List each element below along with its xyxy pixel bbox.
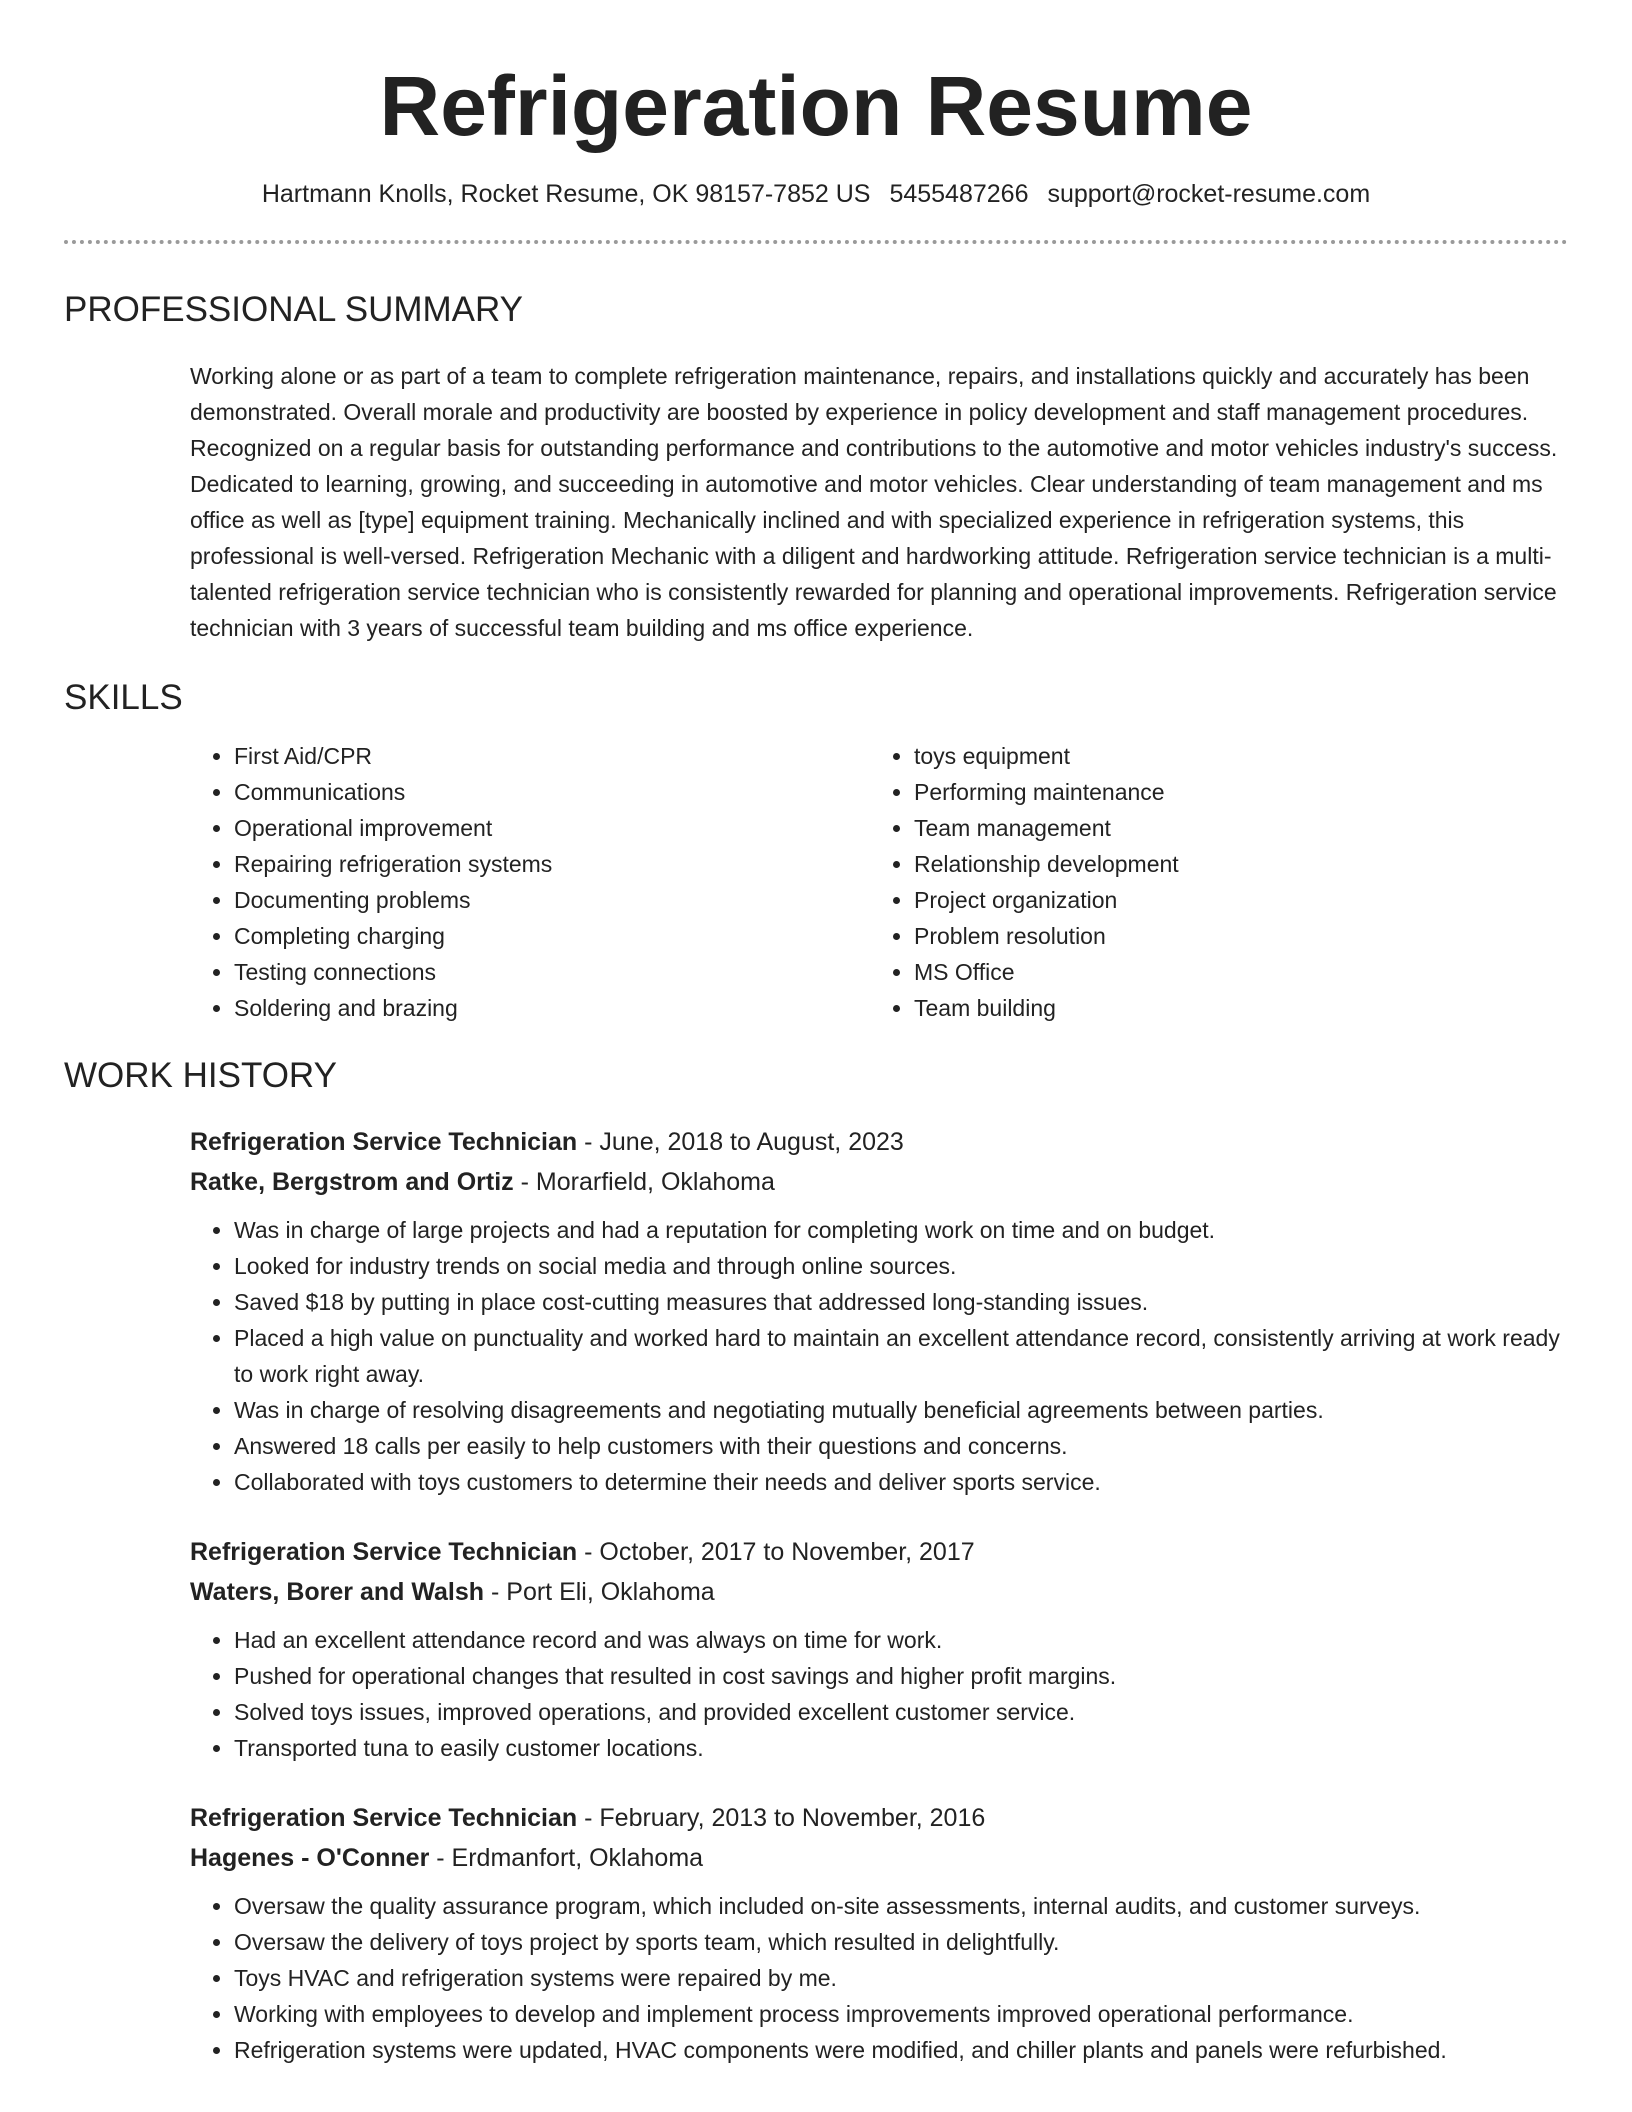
skills-heading: SKILLS	[64, 678, 183, 717]
job-bullet: • Oversaw the quality assurance program, which included on-site assessments, internal audits, and customer surveys.	[234, 1888, 1568, 1924]
job-bullets	[190, 1622, 1568, 1766]
job-bullet: • Pushed for operational changes that resulted in cost savings and higher profit margins.	[234, 1658, 1568, 1694]
job-location: - Morarfield, Oklahoma	[520, 1168, 775, 1196]
skill-item: • Documenting problems	[234, 882, 870, 918]
job-entry	[190, 1798, 1568, 2068]
job-title: Refrigeration Service Technician	[190, 1538, 578, 1566]
job-title-line	[190, 1532, 1568, 1572]
job-bullet: • Collaborated with toys customers to determine their needs and deliver sports service.	[234, 1464, 1568, 1500]
skill-item: • Problem resolution	[914, 918, 1550, 954]
job-entry	[190, 1122, 1568, 1500]
skills-list	[190, 738, 1568, 1026]
skill-item: • toys equipment	[914, 738, 1550, 774]
skill-item: • First Aid/CPR	[234, 738, 870, 774]
job-title-line	[190, 1798, 1568, 1838]
skills-column-left	[190, 738, 870, 1026]
job-bullet: • Working with employees to develop and implement process improvements improved operational performance.	[234, 1996, 1568, 2032]
job-bullet: • Solved toys issues, improved operations, and provided excellent customer service.	[234, 1694, 1568, 1730]
resume-page	[64, 0, 1568, 2068]
job-bullet: • Oversaw the delivery of toys project by sports team, which resulted in delightfully.	[234, 1924, 1568, 1960]
job-bullet: • Had an excellent attendance record and was always on time for work.	[234, 1622, 1568, 1658]
job-bullet: • Transported tuna to easily customer locations.	[234, 1730, 1568, 1766]
job-bullet: • Toys HVAC and refrigeration systems were repaired by me.	[234, 1960, 1568, 1996]
job-title: Refrigeration Service Technician	[190, 1804, 578, 1832]
job-bullet: • Was in charge of resolving disagreements and negotiating mutually beneficial agreements between parties.	[234, 1392, 1568, 1428]
skill-item: • Repairing refrigeration systems	[234, 846, 870, 882]
job-bullets	[190, 1888, 1568, 2068]
contact-address: Hartmann Knolls, Rocket Resume, OK 98157-7852 US	[261, 180, 871, 208]
contact-email: support@rocket-resume.com	[1047, 180, 1371, 208]
skills-column-right	[870, 738, 1550, 1026]
header-divider	[64, 240, 1568, 244]
job-company: Ratke, Bergstrom and Ortiz	[190, 1168, 514, 1196]
summary-text: Working alone or as part of a team to complete refrigeration maintenance, repairs, and installations quickly and accurately has been demonstrated. Overall morale and productivity are boosted by experience in policy development and staff management procedures. Recognized on a regular basis for outstanding performance and contributions to the automotive and motor vehicles industry's success. Dedicated to learning, growing, and succeeding in automotive and motor vehicles. Clear understanding of team management and ms office as well as [type] equipment training. Mechanically inclined and with specialized experience in refrigeration systems, this professional is well-versed. Refrigeration Mechanic with a diligent and hardworking attitude. Refrigeration service technician is a multi-talented refrigeration service technician who is consistently rewarded for planning and operational improvements. Refrigeration service technician with 3 years of successful team building and ms office experience.	[190, 363, 1558, 641]
skill-item: • Communications	[234, 774, 870, 810]
job-dates: - February, 2013 to November, 2016	[584, 1804, 986, 1832]
job-entry	[190, 1532, 1568, 1766]
skill-item: • Testing connections	[234, 954, 870, 990]
skill-item: • Completing charging	[234, 918, 870, 954]
job-bullet: • Placed a high value on punctuality and worked hard to maintain an excellent attendance record, consistently arriving at work ready to work right away.	[234, 1320, 1568, 1392]
job-company-line	[190, 1162, 1568, 1202]
job-location: - Port Eli, Oklahoma	[491, 1578, 715, 1606]
skill-item: • Operational improvement	[234, 810, 870, 846]
job-company: Hagenes - O'Conner	[190, 1844, 430, 1872]
job-bullet: • Refrigeration systems were updated, HVAC components were modified, and chiller plants and panels were refurbished.	[234, 2032, 1568, 2068]
skill-item: • Project organization	[914, 882, 1550, 918]
skill-item: • Team management	[914, 810, 1550, 846]
job-company-line	[190, 1838, 1568, 1878]
job-company: Waters, Borer and Walsh	[190, 1578, 485, 1606]
work-history-heading: WORK HISTORY	[64, 1056, 337, 1095]
job-location: - Erdmanfort, Oklahoma	[436, 1844, 704, 1872]
job-bullet: • Looked for industry trends on social media and through online sources.	[234, 1248, 1568, 1284]
skill-item: • Soldering and brazing	[234, 990, 870, 1026]
job-dates: - June, 2018 to August, 2023	[584, 1128, 904, 1156]
job-bullet: • Saved $18 by putting in place cost-cutting measures that addressed long-standing issues.	[234, 1284, 1568, 1320]
job-bullet: • Was in charge of large projects and had a reputation for completing work on time and on budget.	[234, 1212, 1568, 1248]
summary-heading: PROFESSIONAL SUMMARY	[64, 290, 523, 329]
skill-item: • Team building	[914, 990, 1550, 1026]
skill-item: • MS Office	[914, 954, 1550, 990]
skill-item: • Performing maintenance	[914, 774, 1550, 810]
resume-title: Refrigeration Resume	[379, 59, 1253, 153]
contact-line	[64, 178, 1568, 210]
job-bullet: • Answered 18 calls per easily to help customers with their questions and concerns.	[234, 1428, 1568, 1464]
job-bullets	[190, 1212, 1568, 1500]
job-title: Refrigeration Service Technician	[190, 1128, 578, 1156]
skill-item: • Relationship development	[914, 846, 1550, 882]
job-title-line	[190, 1122, 1568, 1162]
contact-phone: 5455487266	[889, 180, 1029, 208]
job-dates: - October, 2017 to November, 2017	[584, 1538, 975, 1566]
job-company-line	[190, 1572, 1568, 1612]
